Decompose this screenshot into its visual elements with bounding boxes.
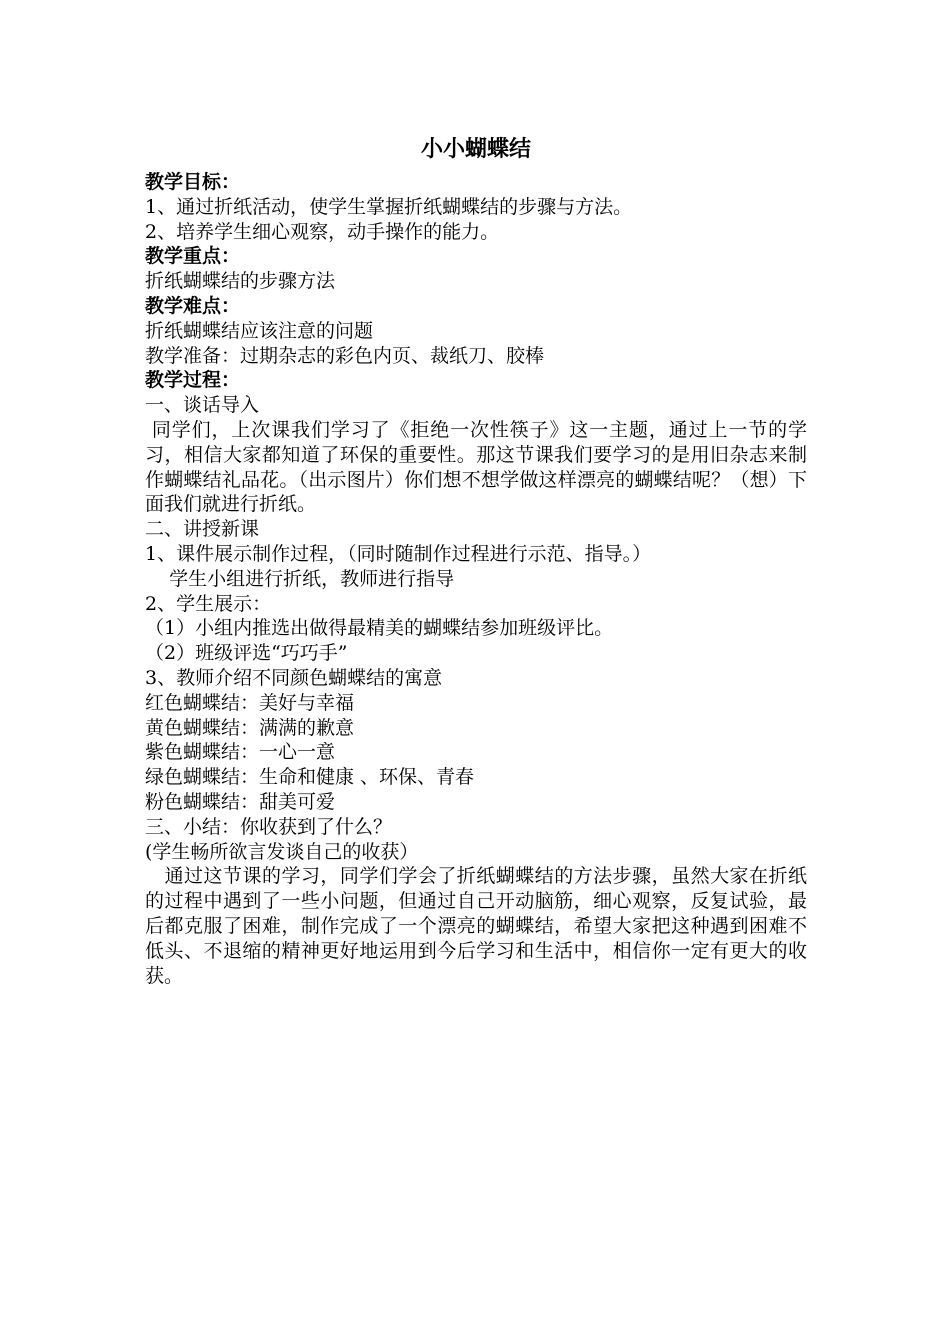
objectives-heading: 教学目标： [145,171,241,193]
step-2-a: （1）小组内推选出做得最精美的蝴蝶结参加班级评比。 [145,617,614,640]
summary-paragraph: 通过这节课的学习，同学们学会了折纸蝴蝶结的方法步骤，虽然大家在折纸的过程中遇到了一些小问题，但通过自己开动脑筋，细心观察，反复试验，最后都克服了困难，制作完成了一个漂亮的蝴蝶结，希望大家把这种遇到困难不低头、不退缩的精神更好地运用到今后学习和生活中，相信你一定有更大的收获。 [145,865,807,987]
key-points-heading: 教学重点： [145,245,241,268]
objective-1: 1、通过折纸活动，使学生掌握折纸蝴蝶结的步骤与方法。 [145,195,633,218]
difficulty-text: 折纸蝴蝶结应该注意的问题 [145,319,374,342]
color-pink: 粉色蝴蝶结：甜美可爱 [145,790,336,813]
step-1-sub: 学生小组进行折纸，教师进行指导 [145,567,455,590]
section-1-paragraph: 同学们，上次课我们学习了《拒绝一次性筷子》这一主题，通过上一节的学习，相信大家都知道了环保的重要性。那这节课我们要学习的是用旧杂志来制作蝴蝶结礼品花。（出示图片）你们想不想学做这样漂亮的蝴蝶结呢？（想）下面我们就进行折纸。 [145,418,807,516]
key-points-text: 折纸蝴蝶结的步骤方法 [145,270,336,293]
color-purple: 紫色蝴蝶结：一心一意 [145,741,336,764]
color-yellow: 黄色蝴蝶结：满满的歉意 [145,716,355,739]
objective-2: 2、培养学生细心观察，动手操作的能力。 [145,220,500,243]
process-heading: 教学过程： [145,369,241,392]
section-3-note: (学生畅所欲言发谈自己的收获） [145,840,419,863]
color-green: 绿色蝴蝶结：生命和健康 、环保、青春 [145,766,475,789]
step-1: 1、课件展示制作过程，（同时随制作过程进行示范、指导。） [145,542,652,565]
document-title: 小小蝴蝶结 [420,136,531,162]
step-2: 2、学生展示： [145,592,272,615]
document-page [145,134,807,988]
difficulty-heading: 教学难点： [145,294,241,317]
preparation-text: 教学准备：过期杂志的彩色内页、裁纸刀、胶棒 [145,344,545,367]
step-2-b: （2）班级评选“巧巧手” [145,642,348,665]
section-3-title: 三、小结：你收获到了什么？ [145,815,393,838]
color-red: 红色蝴蝶结：美好与幸福 [145,691,355,714]
section-2-title: 二、讲授新课 [145,518,260,541]
section-1-title: 一、谈话导入 [145,394,260,417]
step-3: 3、教师介绍不同颜色蝴蝶结的寓意 [145,666,443,689]
